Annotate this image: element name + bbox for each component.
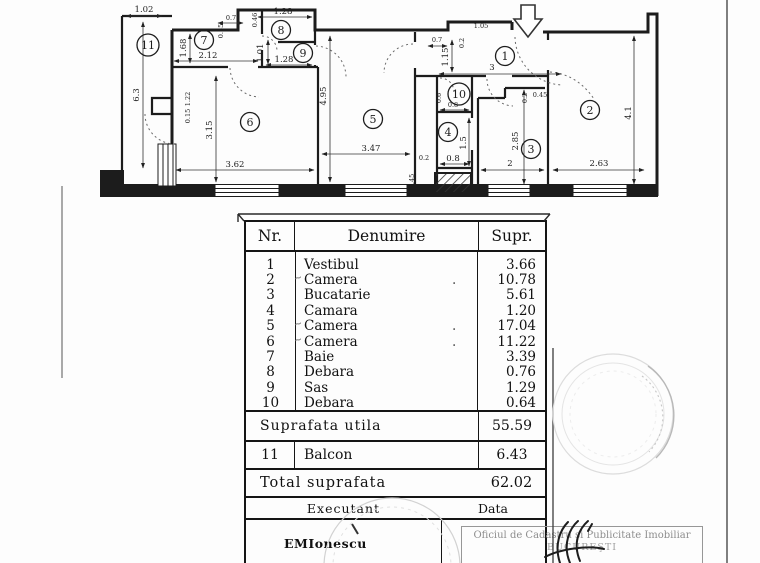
pen-dot-mark: . <box>452 318 457 335</box>
room-name: Vestibul <box>304 256 359 273</box>
office-stamp-line2: BUCUREŞTI <box>547 542 617 553</box>
row-denumire <box>295 257 478 273</box>
balcon-value: 6.43 <box>478 442 545 468</box>
dimension-label: 4.95 <box>319 86 329 106</box>
svg-text:10: 10 <box>452 87 466 101</box>
room-name: Sas <box>304 379 329 396</box>
svg-text:4: 4 <box>444 125 452 139</box>
dimension-label: 1.01 <box>256 43 266 63</box>
room-marker-2 <box>581 101 600 120</box>
dimension-label: 0.7 <box>431 36 443 44</box>
pen-tick-mark: ~ <box>292 333 304 347</box>
total-label: Total suprafata <box>260 475 387 491</box>
svg-text:1: 1 <box>501 49 509 63</box>
row-nr: 1 <box>266 256 275 273</box>
row-nr: 7 <box>266 349 275 366</box>
table-row <box>246 319 545 334</box>
row-area: 1.20 <box>505 302 536 319</box>
row-suprafata-utila <box>246 412 545 442</box>
svg-text:8: 8 <box>277 23 285 37</box>
executant-name: EMIonescu <box>284 536 367 551</box>
table-row <box>246 257 545 272</box>
row-denumire <box>295 287 478 303</box>
svg-text:11: 11 <box>141 38 155 52</box>
svg-text:2: 2 <box>586 103 594 117</box>
dimension-label: 0.2 <box>458 37 466 49</box>
row-area: 1.29 <box>505 379 536 396</box>
dimension-label: 2 <box>507 159 513 169</box>
header-denumire: Denumire <box>347 226 426 245</box>
dimension-label: 2.63 <box>589 159 609 169</box>
areas-table <box>244 220 547 563</box>
total-value: 62.02 <box>490 475 533 491</box>
row-balcon <box>246 442 545 470</box>
room-marker-9 <box>294 44 313 63</box>
row-total <box>246 470 545 498</box>
header-nr: Nr. <box>246 222 295 250</box>
row-nr: 8 <box>266 364 275 381</box>
entrance-arrow-icon <box>514 5 542 37</box>
office-stamp-line1: Oficiul de Cadastru şi Publicitate Imobiliar <box>473 530 691 541</box>
dimension-label: 0.45 <box>408 173 416 189</box>
pen-dot-mark: . <box>452 272 457 289</box>
svg-text:6: 6 <box>246 115 254 129</box>
dimension-label: 0.15 <box>184 108 192 124</box>
room-name: Bucatarie <box>304 287 371 304</box>
room-marker-1 <box>496 47 515 66</box>
room-name: Camera <box>304 318 358 335</box>
row-denumire <box>295 395 478 411</box>
dimension-label: 2.85 <box>511 131 521 151</box>
dimension-label: 1.5 <box>459 136 469 150</box>
room-name: Camera <box>304 333 358 350</box>
dimension-label: 1.05 <box>473 22 489 30</box>
office-stamp <box>461 526 703 563</box>
dimension-label: 0.45 <box>532 91 548 99</box>
row-area: 10.78 <box>497 272 536 289</box>
dimension-label: 1.15 <box>441 47 451 67</box>
row-area: 3.66 <box>505 256 536 273</box>
shaft-hatched <box>435 173 471 193</box>
dimension-label: 4.1 <box>624 106 634 120</box>
svg-text:3: 3 <box>527 142 535 156</box>
room-marker-4 <box>439 123 458 142</box>
dimension-label: 6.3 <box>132 88 142 102</box>
room-marker-8 <box>272 21 291 40</box>
table-row <box>246 272 545 287</box>
row-area: 0.64 <box>505 395 536 412</box>
room-name: Baie <box>304 349 335 366</box>
row-denumire <box>292 333 478 350</box>
dimension-label: 1.68 <box>179 38 189 58</box>
data-label: Data <box>478 500 508 516</box>
row-denumire <box>295 349 478 365</box>
row-area: 11.22 <box>497 333 536 350</box>
dimension-label: 3 <box>489 63 495 73</box>
row-executant <box>246 498 545 520</box>
svg-text:5: 5 <box>369 112 377 126</box>
svg-text:7: 7 <box>200 33 208 47</box>
row-denumire <box>295 364 478 380</box>
row-denumire <box>295 380 478 396</box>
table-body <box>246 252 545 412</box>
suprafata-label: Suprafata utila <box>260 418 382 434</box>
suprafata-value: 55.59 <box>478 412 545 440</box>
table-row <box>246 380 545 395</box>
executant-label: Executant <box>306 500 381 516</box>
dimension-label: 3.62 <box>225 160 245 170</box>
balcon-nr: 11 <box>246 442 295 468</box>
row-area: 5.61 <box>505 287 536 304</box>
header-supr: Supr. <box>478 222 545 250</box>
row-nr: 10 <box>261 395 280 412</box>
dimension-label: 1.28 <box>274 55 294 65</box>
row-denumire <box>292 272 478 289</box>
table-row <box>246 396 545 411</box>
dimension-label: 0.6 <box>435 92 443 104</box>
dimension-label: 0.46 <box>251 12 259 28</box>
table-row <box>246 288 545 303</box>
dimension-label: 1.28 <box>273 7 293 17</box>
dimension-label: 0.35 <box>217 23 225 39</box>
row-area: 0.76 <box>505 364 536 381</box>
dimension-label: 0.2 <box>521 92 529 104</box>
dimension-label: 0.7 <box>225 14 237 22</box>
pen-dot-mark: . <box>452 333 457 350</box>
dimension-label: 3.47 <box>361 144 381 154</box>
row-area: 3.39 <box>505 349 536 366</box>
svg-text:9: 9 <box>299 46 307 60</box>
row-area: 17.04 <box>497 318 536 335</box>
row-nr: 6 <box>266 333 275 350</box>
balcon-name: Balcon <box>304 447 353 463</box>
table-header <box>246 222 545 252</box>
room-marker-11 <box>137 34 159 56</box>
table-row <box>246 303 545 318</box>
floor-plan <box>0 0 760 216</box>
row-denumire <box>292 318 478 335</box>
room-name: Debara <box>304 364 355 381</box>
table-row <box>246 365 545 380</box>
dimension-label: 0.8 <box>446 154 460 164</box>
row-nr: 9 <box>266 379 275 396</box>
pen-tick-mark: ~ <box>292 272 304 285</box>
table-row <box>246 349 545 364</box>
table-row <box>246 334 545 349</box>
dimension-label: 1.02 <box>134 5 154 15</box>
room-name: Camera <box>304 272 358 289</box>
room-name: Debara <box>304 395 355 412</box>
room-marker-5 <box>364 110 383 129</box>
dimension-label: 3.15 <box>205 120 215 140</box>
row-nr: 5 <box>266 318 275 335</box>
row-nr: 3 <box>266 287 275 304</box>
dimension-label: 2.12 <box>198 51 218 61</box>
row-nr: 2 <box>266 272 275 289</box>
dimension-label: 0.8 <box>447 101 459 109</box>
row-denumire <box>295 303 478 319</box>
pen-tick-mark: ~ <box>292 318 304 332</box>
row-nr: 4 <box>266 302 275 319</box>
room-marker-7 <box>195 31 214 50</box>
room-marker-6 <box>241 113 260 132</box>
room-name: Camara <box>304 302 358 319</box>
dimension-label: 0.2 <box>418 154 430 162</box>
dimension-label: 1.22 <box>184 91 192 107</box>
round-stamp <box>553 354 674 474</box>
